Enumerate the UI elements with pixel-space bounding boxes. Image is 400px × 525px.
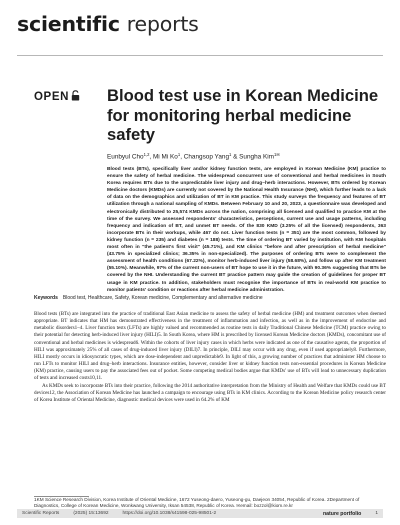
footer-journal: Scientific Reports	[22, 511, 60, 516]
author-separator: ,	[149, 153, 153, 161]
author-separator: &	[231, 153, 240, 161]
author-name[interactable]: Eunbyul Cho	[107, 153, 144, 161]
author-separator: ,	[180, 153, 184, 161]
author-name[interactable]: Sungha Kim	[239, 153, 274, 161]
footer-doi-link[interactable]: https://doi.org/10.1038/s41598-025-98501-2	[122, 511, 217, 516]
footer-brand: nature portfolio	[323, 510, 362, 517]
body-paragraph-2: As KMDs seek to incorporate BTs into their practice, following the 2014 authoritative interpretation from the Ministry of Health and Welfare that KMDs could use BT devices12, the Association of Korean Medicine has launched a campaign to encourage using BTs in KM clinics. According to the Korean Medicine policy research center of Korea Institute of Oriental Medicine, diagnostic medical devices were used in 64.2% of KM	[34, 382, 386, 403]
author-name[interactable]: Mi Mi Ko	[152, 153, 178, 161]
journal-title[interactable]	[17, 12, 199, 36]
body-text	[34, 311, 386, 404]
footer-citation: (2025) 15:13692	[73, 511, 109, 516]
open-access-badge	[34, 90, 80, 103]
abstract: Blood tests (BTs), specifically liver and/or kidney function tests, are employed in Korean Medicine (KM) practice to ensure the safety of herbal medicine. The widespread concurrent use of conventional and herbal medicines in South Korea requires BTs due to the unpredictable liver injury and drug–herb interactions. However, BTs ordered by Korean Medicine doctors (KMDs) are currently not covered by the National Health Insurance (NHI), which further leads to a lack of data on the demographics and utilization of BT in KM practice. This study surveys the frequency and features of BT utilization through a national sampling of KMDs. Between February 10 and 20, 2023, a questionnaire was developed and electronically distributed to 25,574 KMDs across the nation, comprising all licensed and qualified to practice KM at the time of the survey. We assessed respondents' characteristics, perceptions, current use and usage patterns, including frequency and indication of BT, and unmet BT needs. Of the 830 KMD (3.25% of all the licensed) respondents, 363 incorporate BTs in their workups, while 467 do not. Liver function tests (n = 351) are the most common, followed by kidney function (n = 235) and diabetes (n = 188) tests. The time of ordering BT varied by institution, with KM hospitals most often in "the patient's first visit" (45.71%), and KM clinics "before and after prescription of herbal medicine" (43.75% in specialized clinics; 36.35% in non-specialized). The purposes of ordering BTs were to complement the assessment of health conditions (67.22%), monitor herb-induced liver injury (58.68%), and follow up after KM treatment (55.10%). Meanwhile, 97% of the current non-users of BT hope to use it in the future, with 90.36% suggesting that BTs be covered by the NHI. Understanding the current BT practice pattern may guide the creation of guidelines for proper BT usage in KM practice. In addition, stakeholders must recognise the importance of BTs in real-world KM practice to monitor patients' condition or reactions after herbal medicine administration.	[107, 167, 386, 293]
author-affiliation-mark: 1,2	[143, 152, 150, 157]
author-list	[107, 152, 280, 161]
open-lock-icon	[71, 90, 80, 101]
body-paragraph-1: Blood tests (BTs) are integrated into the practice of traditional East Asian medicine to assess the safety of herbal medicine (HM) and treatment outcomes when deemed appropriate. BT indicates that HM has demonstrated effectiveness in the treatment of inflammation and infection, as well as in the improvement of endocrine and metabolic disorders1–4. Liver function tests (LFTs) are highly valued and recommended as routine tests in daily Traditional Chinese Medicine (TCM) practice owing to their potential for detecting herb-induced liver injury (HILI)5. In South Korea, where HM is prescribed by licensed Korean Medicine doctors (KMDs), concomitant use of conventional and herbal medicines is widespread6. Within the cohorts of liver injury cases in which herbs were indicated as one of the causative agents, the proportion of HILI was approximately 25% of all cases of drug-induced liver injury (DILI)7. In principle, DILI may occur with any drug, even if used appropriately8. Furthermore, HILI mostly occurs in idiosyncratic types, which are dose-independent and unpredictable9. In light of this, a growing number of practices that administer HM choose to run LFTs to monitor HILI and drug–herb interactions. Insurance entities, however, consider liver or kidney function tests non-essential procedures in Korean Medicine (KM) practice, causing users to pay the associated fees out of pocket. Some competing medical bodies argue that KMDs' use of BTs will lead to unnecessary duplication of tests and increased costs10,11.	[34, 311, 386, 382]
open-access-label: OPEN	[34, 91, 69, 103]
journal-name-bold: scientific	[17, 12, 120, 36]
author-affiliation-mark: 1✉	[274, 152, 280, 157]
author-name[interactable]: Changsop Yang	[183, 153, 229, 161]
footer-bar	[17, 509, 383, 518]
affiliations: 1KM Science Research Division, Korea Institute of Oriental Medicine, 1672 Yuseong-daero, Yuseong-gu, Daejeon 34054, Republic of Korea. 2Department of Diagnostics, College of Korean Medicine, Wonkwang University, Iksan 54538, Republic of Korea. ✉email: bozzol@kiom.re.kr	[34, 497, 360, 509]
journal-name-light: reports	[126, 12, 199, 36]
header-divider	[17, 55, 383, 56]
keywords-text: Blood test, Healthcare, Safety, Korean medicine, Complementary and alternative medicine	[62, 295, 263, 301]
keywords-label: Keywords	[34, 295, 58, 301]
paper-title: Blood test use in Korean Medicine for monitoring herbal medicine safety	[107, 86, 379, 145]
keywords-line	[34, 295, 386, 302]
author-affiliation-mark: 1	[229, 152, 232, 157]
page-number: 1	[375, 511, 378, 516]
author-affiliation-mark: 1	[177, 152, 181, 157]
